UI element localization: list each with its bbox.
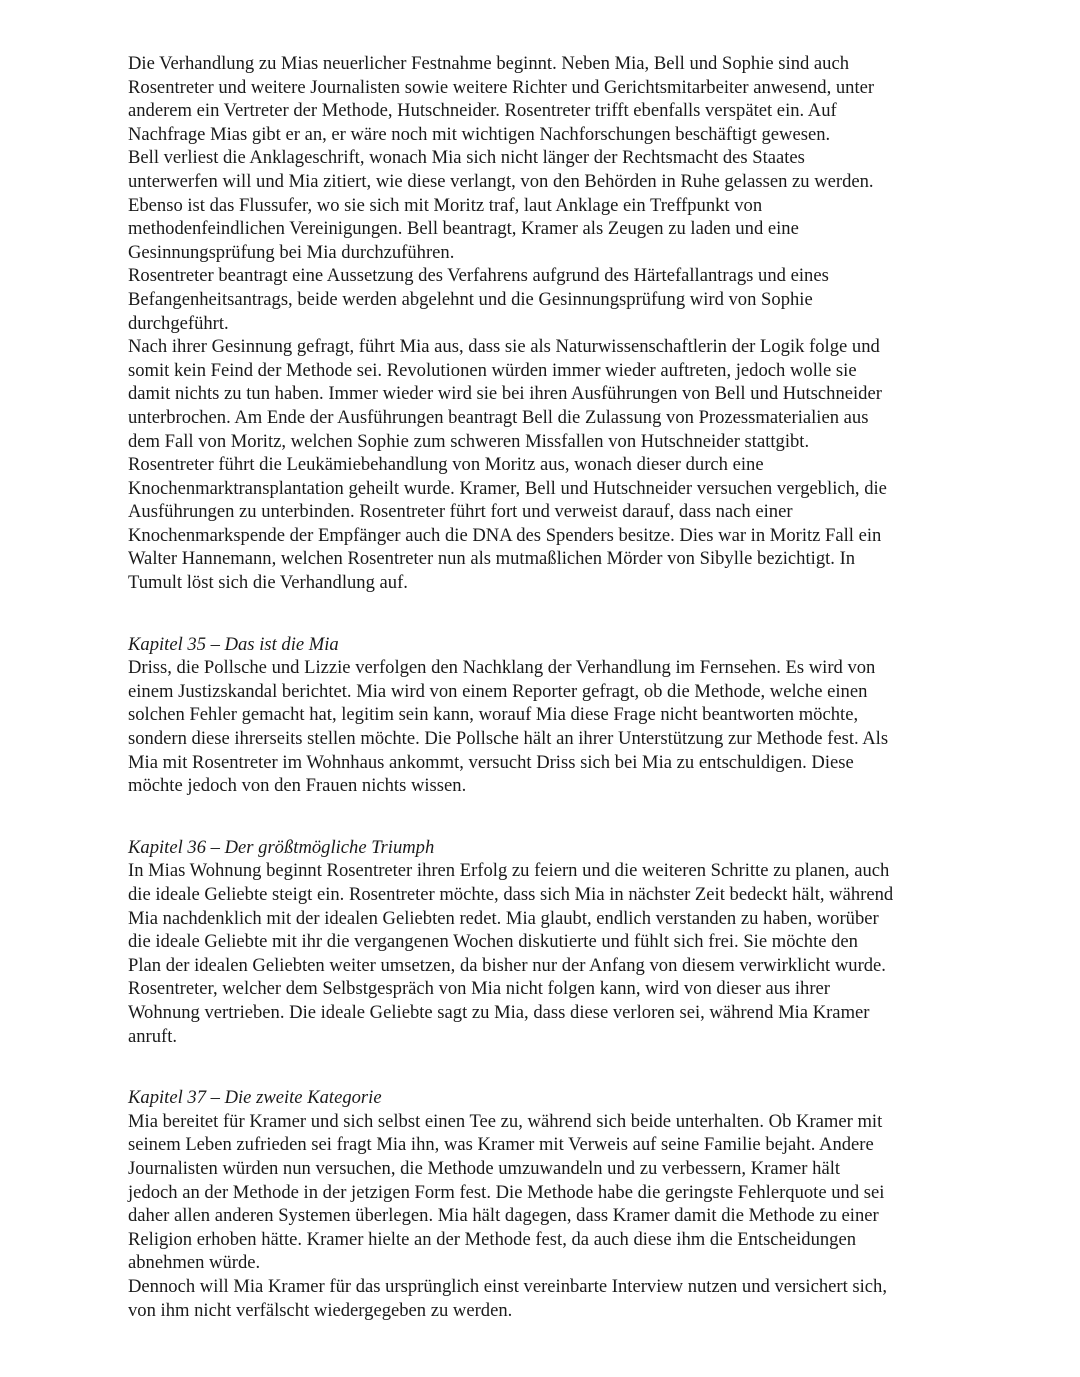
intro-paragraph: Rosentreter beantragt eine Aussetzung des Verfahrens aufgrund des Härtefallantrags und eines Befangenheitsantrags, beide werden abgelehnt und die Gesinnungsprüfung wird von Sophie durchgeführt. (128, 265, 829, 334)
chapter-text: In Mias Wohnung beginnt Rosentreter ihren Erfolg zu feiern und die weiteren Schritte zu planen, auch die ideale Geliebte steigt ein. Rosentreter möchte, dass sich Mia in nächster Zeit bedeckt hält, während Mia nachdenklich mit der idealen Geliebten redet. Mia glaubt, endlich verstanden zu haben, worüber die ideale Geliebte mit ihr die vergangenen Wochen diskutierte und fühlt sich frei. Sie möchte den Plan der idealen Geliebten weiter umsetzen, da bisher nur der Anfang von diesem verwirklicht wurde. Rosentreter, welcher dem Selbstgespräch von Mia nicht folgen kann, wird von dieser aus ihrer Wohnung vertrieben. Die ideale Geliebte sagt zu Mia, dass diese verloren sei, während Mia Kramer anruft. (128, 860, 894, 1047)
intro-paragraph: Nach ihrer Gesinnung gefragt, führt Mia aus, dass sie als Naturwissenschaftlerin der Logik folge und somit kein Feind der Methode sei. Revolutionen würden immer wieder auftreten, jedoch wolle sie damit nichts zu tun haben. Immer wieder wird sie bei ihren Ausführungen von Bell und Hutschneider unterbrochen. Am Ende der Ausführungen beantragt Bell die Zulassung von Prozessmaterialien aus dem Fall von Moritz, welchen Sophie zum schweren Missfallen von Hutschneider stattgibt. (128, 336, 882, 452)
chapter-36-section (128, 836, 958, 1048)
chapter-35-section (128, 633, 958, 798)
document-page (128, 52, 958, 1322)
chapter-text: Dennoch will Mia Kramer für das ursprünglich einst vereinbarte Interview nutzen und versichert sich, von ihm nicht verfälscht wiedergegeben zu werden. (128, 1275, 887, 1321)
chapter-text: Driss, die Pollsche und Lizzie verfolgen den Nachklang der Verhandlung im Fernsehen. Es wird von einem Justizskandal berichtet. Mia wird von einem Reporter gefragt, ob die Methode, welche einen solchen Fehler gemacht hat, legitim sein kann, worauf Mia diese Frage nicht beantworten möchte, sondern diese ihrerseits stellen möchte. Die Pollsche hält an ihrer Unterstützung zur Methode fest. Als Mia mit Rosentreter im Wohnhaus ankommt, versucht Driss sich bei Mia zu entschuldigen. Diese möchte jedoch von den Frauen nichts wissen. (128, 657, 889, 797)
chapter-title: Kapitel 36 – Der größtmögliche Triumph (128, 836, 435, 858)
intro-paragraph: Bell verliest die Anklageschrift, wonach Mia sich nicht länger der Rechtsmacht des Staates unterwerfen will und Mia zitiert, wie diese verlangt, von den Behörden in Ruhe gelassen zu werden. Ebenso ist das Flussufer, wo sie sich mit Moritz traf, laut Anklage ein Treffpunkt von methodenfeindlichen Vereinigungen. Bell beantragt, Kramer als Zeugen zu laden und eine Gesinnungsprüfung bei Mia durchzuführen. (128, 147, 874, 263)
chapter-37-section (128, 1086, 958, 1322)
intro-paragraph: Rosentreter führt die Leukämiebehandlung von Moritz aus, wonach dieser durch eine Knochenmarktransplantation geheilt wurde. Kramer, Bell und Hutschneider versuchen vergeblich, die Ausführungen zu unterbinden. Rosentreter führt fort und verweist darauf, dass nach einer Knochenmarkspende der Empfänger auch die DNA des Spenders besitze. Dies war in Moritz Fall ein Walter Hannemann, welchen Rosentreter nun als mutmaßlichen Mörder von Sibylle bezichtigt. In Tumult löst sich die Verhandlung auf. (128, 454, 887, 594)
chapter-text: Mia bereitet für Kramer und sich selbst einen Tee zu, während sich beide unterhalten. Ob Kramer mit seinem Leben zufrieden sei fragt Mia ihn, was Kramer mit Verweis auf seine Familie bejaht. Andere Journalisten würden nun versuchen, die Methode umzuwandeln und zu verbessern, Kramer hält jedoch an der Methode in der jetzigen Form fest. Die Methode habe die geringste Fehlerquote und sei daher allen anderen Systemen überlegen. Mia hält dagegen, dass Kramer damit die Methode zu einer Religion erhoben hätte. Kramer hielte an der Methode fest, da auch diese ihm die Entscheidungen abnehmen würde. (128, 1110, 885, 1274)
intro-section (128, 52, 958, 595)
chapter-title: Kapitel 37 – Die zweite Kategorie (128, 1087, 382, 1109)
intro-paragraph: Die Verhandlung zu Mias neuerlicher Festnahme beginnt. Neben Mia, Bell und Sophie sind auch Rosentreter und weitere Journalisten sowie weitere Richter und Gerichtsmitarbeiter anwesend, unter anderem ein Vertreter der Methode, Hutschneider. Rosentreter trifft ebenfalls verspätet ein. Auf Nachfrage Mias gibt er an, er wäre noch mit wichtigen Nachforschungen beschäftigt gewesen. (128, 53, 875, 145)
chapter-title: Kapitel 35 – Das ist die Mia (128, 633, 339, 655)
